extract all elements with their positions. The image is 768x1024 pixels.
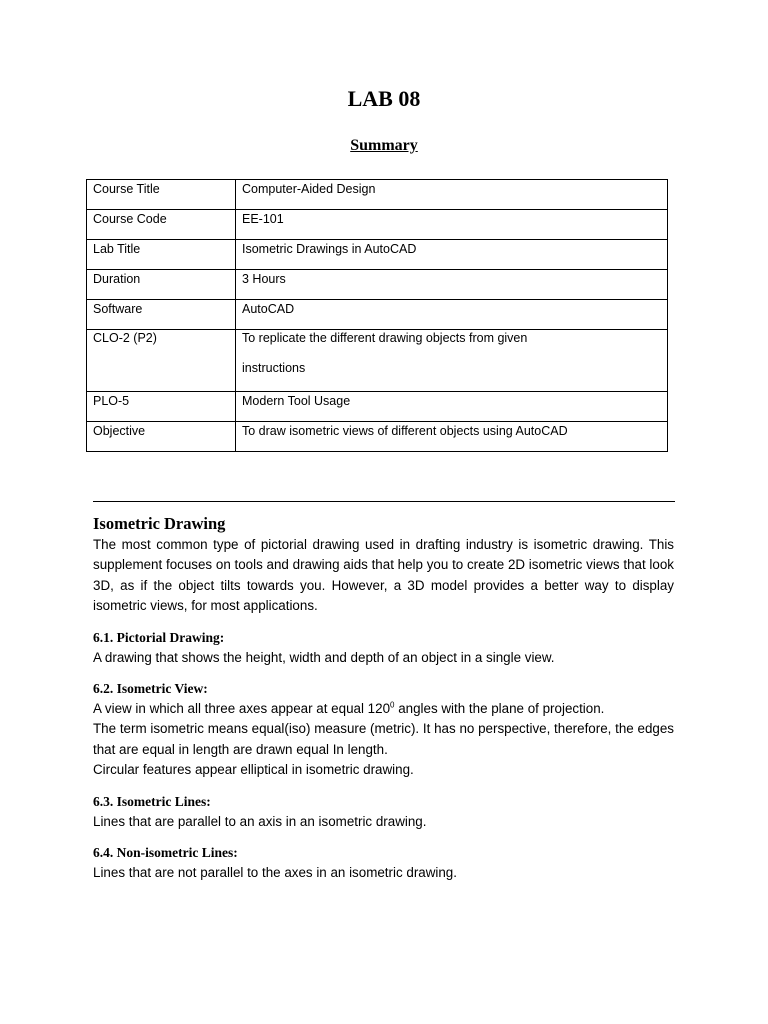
duration-key: Duration	[93, 272, 141, 286]
isometric-view-line3: Circular features appear elliptical in isometric drawing.	[93, 762, 414, 778]
isometric-view-line1	[93, 699, 674, 719]
summary-table	[86, 179, 668, 452]
clo-value-line2: instructions	[242, 361, 306, 375]
table-key-cell	[87, 270, 236, 300]
isometric-view-line1-end: angles with the plane of projection.	[394, 701, 605, 717]
non-isometric-lines-definition: Lines that are not parallel to the axes in an isometric drawing.	[93, 865, 457, 881]
table-row	[87, 422, 668, 452]
section-heading: Isometric Drawing	[93, 514, 226, 533]
lab-title-key: Lab Title	[93, 242, 141, 256]
isometric-lines-definition: Lines that are parallel to an axis in an isometric drawing.	[93, 813, 427, 829]
table-value-cell	[236, 270, 668, 300]
table-row	[87, 240, 668, 270]
course-title-value: Computer-Aided Design	[242, 182, 376, 196]
table-key-cell	[87, 180, 236, 210]
subsection-heading-isometric-lines: 6.3. Isometric Lines:	[93, 793, 211, 809]
table-key-cell	[87, 330, 236, 392]
objective-value: To draw isometric views of different objects using AutoCAD	[242, 424, 568, 438]
degree-superscript: 0	[390, 700, 395, 710]
subsection-heading-pictorial: 6.1. Pictorial Drawing:	[93, 629, 225, 645]
software-key: Software	[93, 302, 143, 316]
subsection-heading-non-isometric-lines: 6.4. Non-isometric Lines:	[93, 845, 238, 861]
table-row	[87, 330, 668, 392]
table-value-cell	[236, 392, 668, 422]
course-code-value: EE-101	[242, 212, 284, 226]
table-key-cell	[87, 240, 236, 270]
table-row	[87, 210, 668, 240]
plo-value: Modern Tool Usage	[242, 394, 351, 408]
duration-value: 3 Hours	[242, 272, 286, 286]
table-key-cell	[87, 392, 236, 422]
table-value-cell	[236, 180, 668, 210]
table-row	[87, 180, 668, 210]
pictorial-definition: A drawing that shows the height, width and depth of an object in a single view.	[93, 649, 555, 665]
isometric-view-line2: The term isometric means equal(iso) measure (metric). It has no perspective, therefore, the edges that are equal in length are drawn equal In length.	[93, 721, 674, 757]
table-key-cell	[87, 210, 236, 240]
table-value-cell	[236, 240, 668, 270]
intro-paragraph: The most common type of pictorial drawing used in drafting industry is isometric drawing. This supplement focuses on tools and drawing aids that help you to create 2D isometric views that look 3D, as if the object tilts towards you. However, a 3D model provides a better way to display isometric views, for most applications.	[93, 537, 674, 614]
isometric-view-line1-text: A view in which all three axes appear at equal 120	[93, 701, 391, 717]
plo-key: PLO-5	[93, 394, 130, 408]
clo-key: CLO-2 (P2)	[93, 331, 157, 345]
subsection-heading-isometric-view: 6.2. Isometric View:	[93, 681, 208, 697]
course-code-key: Course Code	[93, 212, 167, 226]
table-row	[87, 392, 668, 422]
table-value-cell	[236, 330, 668, 392]
clo-value-line1: To replicate the different drawing objects from given	[242, 331, 528, 345]
lab-title: LAB 08	[347, 86, 421, 111]
summary-title: Summary	[350, 137, 418, 154]
table-value-cell	[236, 210, 668, 240]
main-content	[93, 513, 674, 883]
objective-key: Objective	[93, 424, 146, 438]
lab-title-value: Isometric Drawings in AutoCAD	[242, 242, 417, 256]
section-divider	[93, 501, 675, 502]
software-value: AutoCAD	[242, 302, 295, 316]
table-value-cell	[236, 422, 668, 452]
course-title-key: Course Title	[93, 182, 160, 196]
table-key-cell	[87, 422, 236, 452]
table-row	[87, 270, 668, 300]
